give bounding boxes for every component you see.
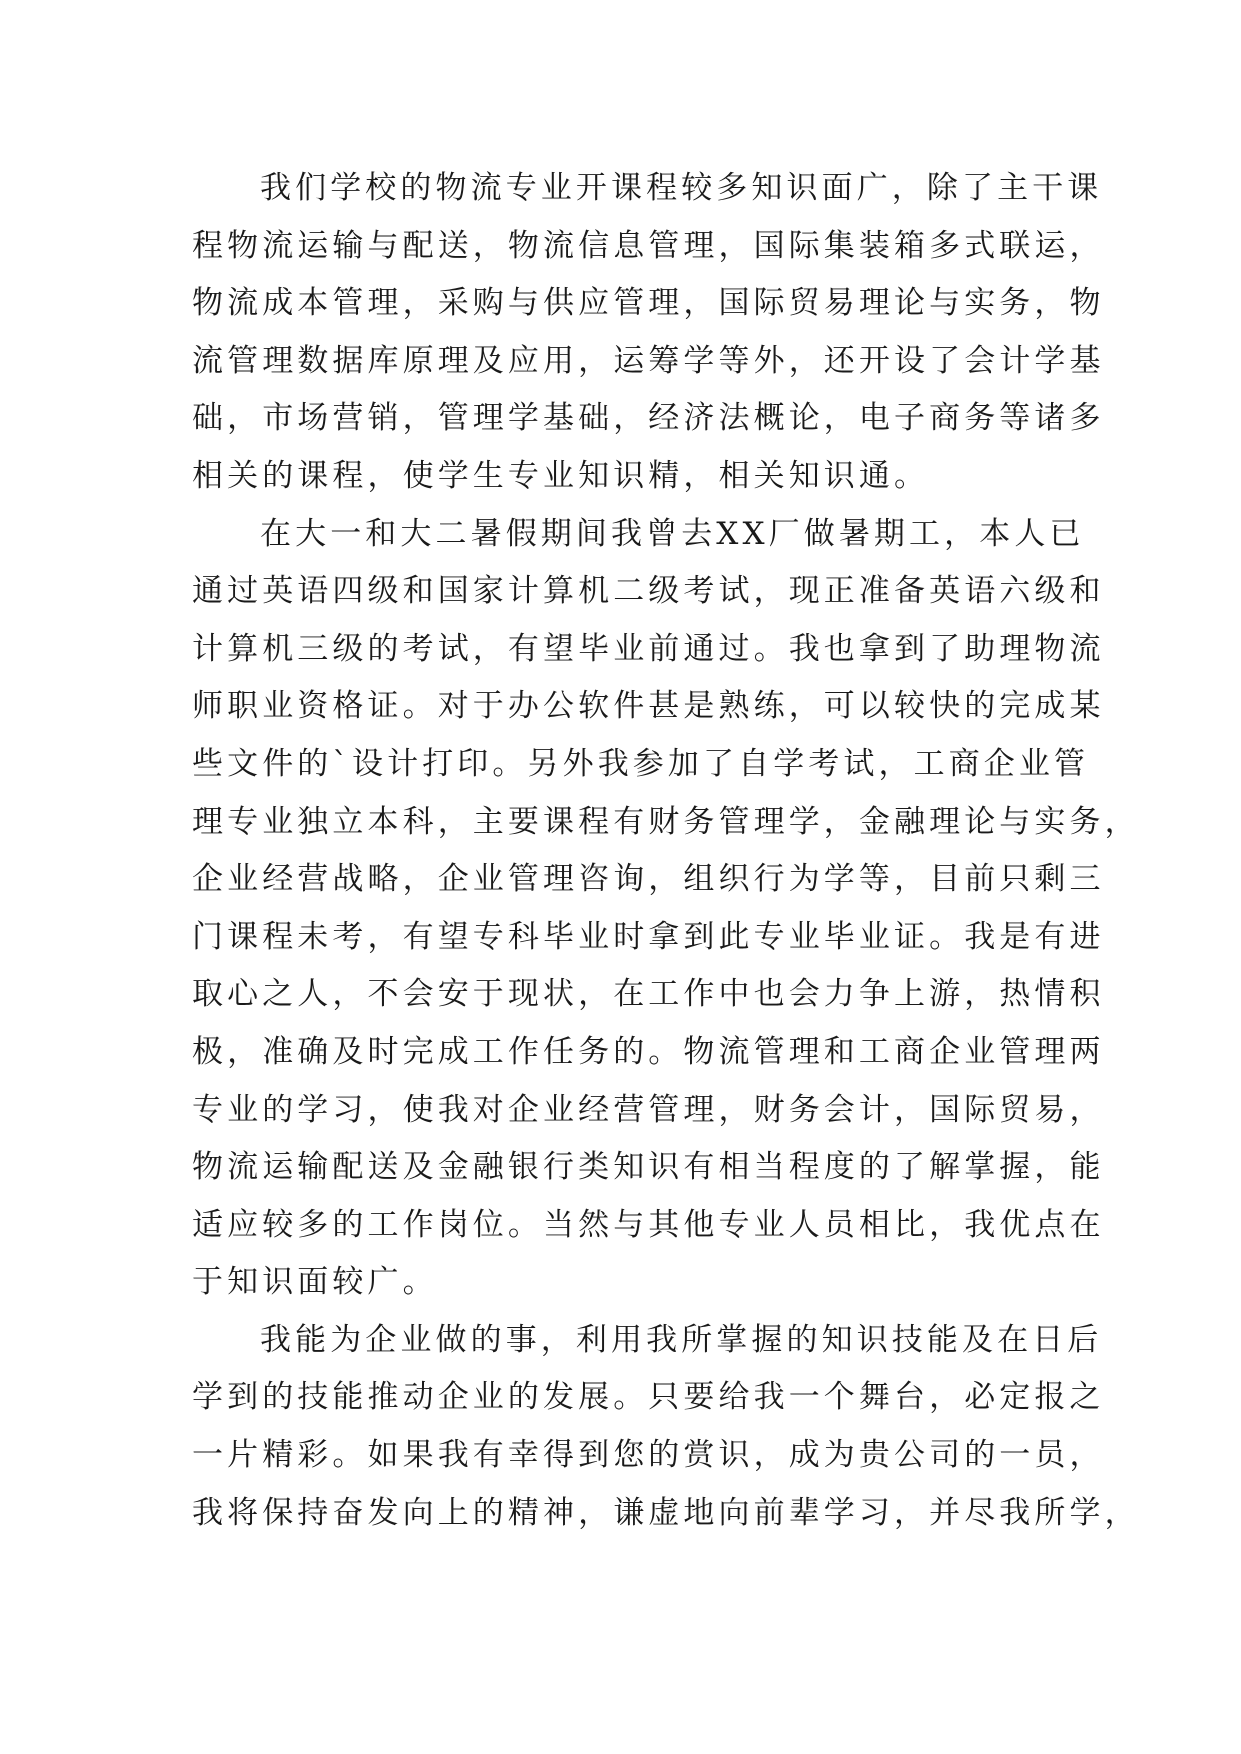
text-line: 我能为企业做的事，利用我所掌握的知识技能及在日后: [260, 1321, 1103, 1358]
text-line: 通过英语四级和国家计算机二级考试，现正准备英语六级和: [192, 573, 1105, 610]
text-line: 在大一和大二暑假期间我曾去XX厂做暑期工，本人已: [260, 515, 1085, 552]
text-line: 础，市场营销，管理学基础，经济法概论，电子商务等诸多: [192, 400, 1105, 437]
paragraph-3: [192, 1312, 1140, 1542]
text-line: 相关的课程，使学生专业知识精，相关知识通。: [192, 457, 930, 494]
text-line: 专业的学习，使我对企业经营管理，财务会计，国际贸易，: [192, 1091, 1105, 1128]
text-line: 物流运输配送及金融银行类知识有相当程度的了解掌握，能: [192, 1149, 1105, 1186]
paragraph-2: [192, 506, 1140, 1312]
text-line: 流管理数据库原理及应用，运筹学等外，还开设了会计学基: [192, 342, 1105, 379]
text-line: 取心之人，不会安于现状，在工作中也会力争上游，热情积: [192, 976, 1105, 1013]
text-line: 程物流运输与配送，物流信息管理，国际集装箱多式联运，: [192, 227, 1105, 264]
text-line: 理专业独立本科，主要课程有财务管理学，金融理论与实务，: [192, 803, 1140, 840]
text-line: 企业经营战略，企业管理咨询，组织行为学等，目前只剩三: [192, 861, 1105, 898]
text-line: 我们学校的物流专业开课程较多知识面广，除了主干课: [260, 170, 1103, 206]
text-line: 极，准确及时完成工作任务的。物流管理和工商企业管理两: [192, 1033, 1105, 1070]
text-line: 门课程未考，有望专科毕业时拿到此专业毕业证。我是有进: [192, 918, 1105, 955]
text-line: 一片精彩。如果我有幸得到您的赏识，成为贵公司的一员，: [192, 1437, 1105, 1474]
paragraph-1: [192, 160, 1105, 506]
text-line: 计算机三级的考试，有望毕业前通过。我也拿到了助理物流: [192, 630, 1105, 667]
text-line: 适应较多的工作岗位。当然与其他专业人员相比，我优点在: [192, 1206, 1105, 1243]
text-line: 学到的技能推动企业的发展。只要给我一个舞台，必定报之: [192, 1379, 1105, 1416]
body-text: [192, 160, 1140, 1542]
text-line: 物流成本管理，采购与供应管理，国际贸易理论与实务，物: [192, 285, 1105, 322]
text-line: 师职业资格证。对于办公软件甚是熟练，可以较快的完成某: [192, 688, 1105, 725]
text-line: 于知识面较广。: [192, 1264, 438, 1301]
text-line: 些文件的`设计打印。另外我参加了自学考试，工商企业管: [192, 745, 1090, 782]
text-line: 我将保持奋发向上的精神，谦虚地向前辈学习，并尽我所学，: [192, 1494, 1140, 1531]
